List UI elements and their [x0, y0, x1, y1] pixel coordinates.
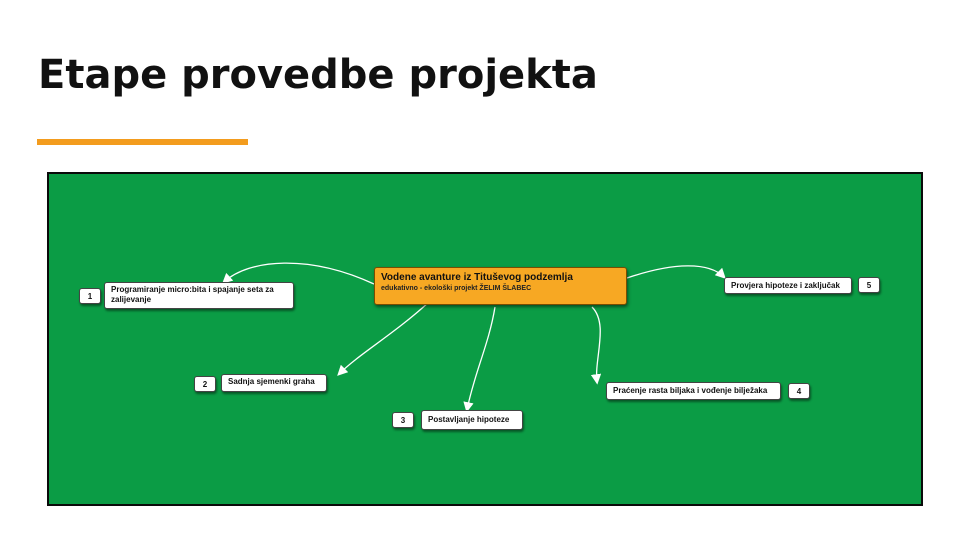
step-2-number: 2	[194, 376, 216, 392]
step-3-label: Postavljanje hipoteze	[428, 415, 510, 424]
step-2-label: Sadnja sjemenki graha	[228, 377, 315, 386]
connector-4	[592, 307, 600, 382]
step-5-number: 5	[858, 277, 880, 293]
mindmap-connectors	[49, 174, 921, 504]
connector-2	[339, 302, 429, 374]
step-4-node[interactable]	[606, 382, 781, 400]
connector-5	[627, 266, 724, 278]
step-1-node[interactable]	[104, 282, 294, 309]
connector-1	[224, 263, 374, 284]
step-5-label: Provjera hipoteze i zaključak	[731, 281, 840, 290]
step-1-label: Programiranje micro:bita i spajanje seta za zalijevanje	[111, 285, 274, 304]
mindmap-canvas	[47, 172, 923, 506]
slide-title: Etape provedbe projekta	[38, 52, 598, 98]
central-topic-title: Vodene avanture iz Tituševog podzemlja	[381, 272, 573, 283]
step-4-label: Praćenje rasta biljaka i vođenje bilježaka	[613, 386, 768, 395]
step-3-number: 3	[392, 412, 414, 428]
step-3-node[interactable]	[421, 410, 523, 430]
connector-3	[467, 307, 495, 410]
step-4-number: 4	[788, 383, 810, 399]
central-topic-subtitle: edukativno - ekološki projekt ŽELIM ŠLABEC	[381, 285, 532, 292]
central-topic[interactable]	[374, 267, 627, 305]
title-accent-bar	[37, 139, 248, 145]
step-1-number: 1	[79, 288, 101, 304]
step-5-node[interactable]	[724, 277, 852, 294]
step-2-node[interactable]	[221, 374, 327, 392]
